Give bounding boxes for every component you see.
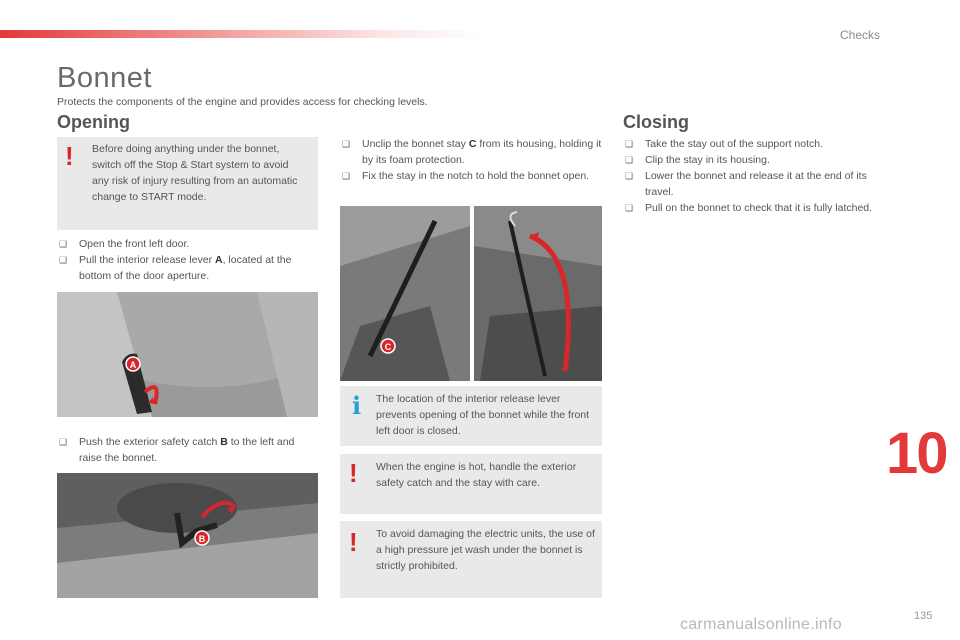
warning-note-hot-engine bbox=[340, 454, 602, 514]
photo-label-c: C bbox=[384, 342, 392, 352]
checkbox-bullet-icon: ❑ bbox=[625, 203, 634, 213]
page-subtitle: Protects the components of the engine and provides access for checking levels. bbox=[57, 96, 428, 108]
page-title: Bonnet bbox=[57, 62, 152, 94]
list-item: ❑ Fix the stay in the notch to hold the bonnet open. bbox=[342, 170, 590, 182]
checkbox-bullet-icon: ❑ bbox=[342, 171, 351, 181]
warning-note-pressure-wash bbox=[340, 521, 602, 598]
chapter-number: 10 bbox=[886, 421, 947, 486]
photo-bonnet-stay bbox=[340, 206, 602, 381]
photo-label-b: B bbox=[198, 534, 206, 544]
info-icon: i bbox=[352, 391, 362, 420]
release-lever-illustration bbox=[57, 292, 318, 417]
list-item: ❑ Push the exterior safety catch B to the left and raise the bonnet. bbox=[59, 436, 295, 464]
exclamation-warning-icon: ! bbox=[65, 141, 74, 171]
page-number: 135 bbox=[914, 610, 933, 622]
stay-steps-list bbox=[340, 136, 602, 184]
photo-exterior-safety-catch bbox=[57, 473, 318, 598]
list-item: ❑ Pull on the bonnet to check that it is fully latched. bbox=[625, 202, 873, 214]
list-item: ❑ Unclip the bonnet stay C from its housing, holding it by its foam protection. bbox=[342, 138, 602, 166]
checkbox-bullet-icon: ❑ bbox=[625, 139, 634, 149]
warning-note-text: Before doing anything under the bonnet, switch off the Stop & Start system to avoid any risk of injury resulting from an automatic change to START mode. bbox=[92, 143, 298, 203]
list-item: ❑ Clip the stay in its housing. bbox=[625, 154, 770, 166]
photo-label-a: A bbox=[129, 360, 137, 370]
info-note-text: The location of the interior release lever prevents opening of the bonnet while the front left door is closed. bbox=[376, 393, 590, 437]
checkbox-bullet-icon: ❑ bbox=[625, 171, 634, 181]
watermark: carmanualsonline.info bbox=[680, 616, 842, 633]
photo-interior-release-lever bbox=[57, 292, 318, 417]
checkbox-bullet-icon: ❑ bbox=[59, 255, 68, 265]
bonnet-stay-illustration bbox=[340, 206, 602, 381]
closing-steps-list bbox=[623, 136, 885, 216]
list-item: ❑ Open the front left door. bbox=[59, 238, 190, 250]
warning-note-text: To avoid damaging the electric units, the use of a high pressure jet wash under the bonnet is strictly prohibited. bbox=[376, 528, 595, 572]
opening-heading: Opening bbox=[57, 112, 130, 132]
info-note-release-lever bbox=[340, 386, 602, 446]
header-accent-stripe bbox=[0, 30, 480, 38]
checkbox-bullet-icon: ❑ bbox=[59, 437, 68, 447]
exclamation-warning-icon: ! bbox=[349, 458, 358, 488]
opening-steps-list-1 bbox=[57, 236, 319, 284]
section-label: Checks bbox=[840, 28, 881, 42]
exclamation-warning-icon: ! bbox=[349, 527, 358, 557]
checkbox-bullet-icon: ❑ bbox=[342, 139, 351, 149]
list-item: ❑ Take the stay out of the support notch. bbox=[625, 138, 824, 150]
opening-steps-list-2 bbox=[57, 434, 319, 466]
list-item: ❑ Lower the bonnet and release it at the end of its travel. bbox=[625, 170, 867, 198]
checkbox-bullet-icon: ❑ bbox=[625, 155, 634, 165]
closing-heading: Closing bbox=[623, 112, 689, 132]
safety-catch-illustration bbox=[57, 473, 318, 598]
warning-note-stop-start bbox=[57, 137, 318, 230]
warning-note-text: When the engine is hot, handle the exterior safety catch and the stay with care. bbox=[376, 461, 577, 489]
list-item: ❑ Pull the interior release lever A, located at the bottom of the door aperture. bbox=[59, 254, 292, 282]
checkbox-bullet-icon: ❑ bbox=[59, 239, 68, 249]
